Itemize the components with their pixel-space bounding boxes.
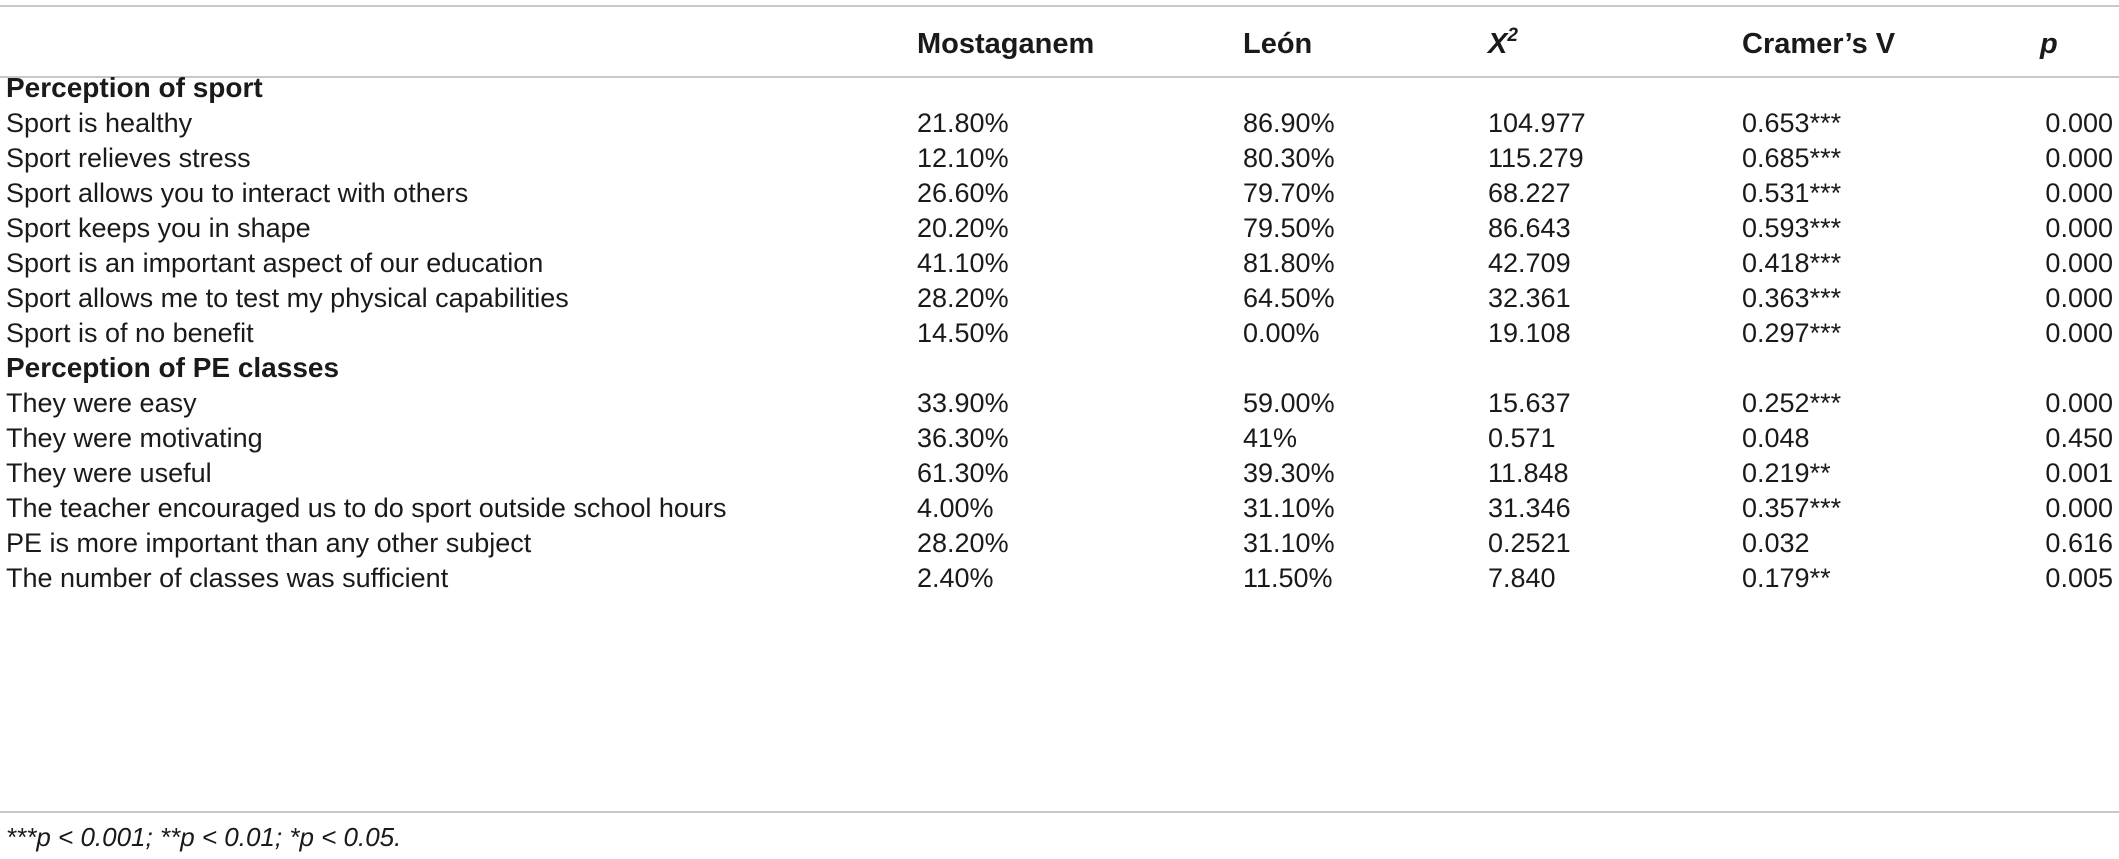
cell-cramers-v: 0.363*** <box>1742 283 1842 313</box>
cell-p-value: 0.000 <box>2045 493 2113 523</box>
cell-p-value: 0.000 <box>2045 213 2113 243</box>
cell-p-value: 0.000 <box>2045 108 2113 138</box>
cell-chi-square: 86.643 <box>1488 213 1571 243</box>
cell-leon: 81.80% <box>1243 248 1335 278</box>
cell-leon: 31.10% <box>1243 493 1335 523</box>
section-title: Perception of sport <box>6 72 263 103</box>
header-cramers-v: Cramer’s V <box>1742 28 1896 60</box>
cell-chi-square: 115.279 <box>1488 143 1584 173</box>
cell-leon: 79.50% <box>1243 213 1335 243</box>
cell-mostaganem: 14.50% <box>917 318 1009 348</box>
cell-chi-square: 11.848 <box>1488 458 1569 488</box>
table-row <box>0 555 2119 602</box>
cell-cramers-v: 0.048 <box>1742 423 1810 453</box>
cell-mostaganem: 28.20% <box>917 283 1009 313</box>
cell-chi-square: 7.840 <box>1488 563 1556 593</box>
cell-p-value: 0.000 <box>2045 283 2113 313</box>
header-leon: León <box>1243 28 1313 60</box>
cell-cramers-v: 0.297*** <box>1742 318 1842 348</box>
header-chi-base: X <box>1488 28 1508 60</box>
cell-mostaganem: 26.60% <box>917 178 1009 208</box>
cell-leon: 39.30% <box>1243 458 1335 488</box>
cell-leon: 80.30% <box>1243 143 1335 173</box>
row-label: They were useful <box>6 458 212 488</box>
cell-cramers-v: 0.032 <box>1742 528 1810 558</box>
row-label: Sport is of no benefit <box>6 318 254 348</box>
header-chi-square <box>1488 27 1518 61</box>
cell-leon: 86.90% <box>1243 108 1335 138</box>
cell-cramers-v: 0.685*** <box>1742 143 1842 173</box>
header-chi-superscript: 2 <box>1507 25 1518 46</box>
cell-cramers-v: 0.531*** <box>1742 178 1842 208</box>
cell-mostaganem: 41.10% <box>917 248 1009 278</box>
cell-chi-square: 104.977 <box>1488 108 1586 138</box>
cell-leon: 64.50% <box>1243 283 1335 313</box>
cell-mostaganem: 12.10% <box>917 143 1009 173</box>
cell-mostaganem: 2.40% <box>917 563 994 593</box>
cell-p-value: 0.001 <box>2045 458 2113 488</box>
table-footnote: ***p < 0.001; **p < 0.01; *p < 0.05. <box>6 822 402 852</box>
cell-mostaganem: 33.90% <box>917 388 1009 418</box>
cell-p-value: 0.616 <box>2045 528 2113 558</box>
cell-p-value: 0.000 <box>2045 318 2113 348</box>
cell-cramers-v: 0.179** <box>1742 563 1831 593</box>
cell-p-value: 0.000 <box>2045 248 2113 278</box>
cell-leon: 11.50% <box>1243 563 1333 593</box>
cell-p-value: 0.000 <box>2045 143 2113 173</box>
cell-cramers-v: 0.653*** <box>1742 108 1842 138</box>
cell-p-value: 0.000 <box>2045 178 2113 208</box>
table-bottom-rule <box>0 811 2119 813</box>
cell-chi-square: 31.346 <box>1488 493 1571 523</box>
row-label: Sport allows me to test my physical capabilities <box>6 283 569 313</box>
row-label: The teacher encouraged us to do sport outside school hours <box>6 493 727 523</box>
cell-cramers-v: 0.219** <box>1742 458 1831 488</box>
cell-chi-square: 19.108 <box>1488 318 1571 348</box>
cell-chi-square: 32.361 <box>1488 283 1571 313</box>
cell-chi-square: 68.227 <box>1488 178 1571 208</box>
cell-cramers-v: 0.418*** <box>1742 248 1842 278</box>
cell-leon: 59.00% <box>1243 388 1335 418</box>
row-label: Sport allows you to interact with others <box>6 178 469 208</box>
row-label: They were easy <box>6 388 197 418</box>
cell-chi-square: 15.637 <box>1488 388 1571 418</box>
row-label: Sport is healthy <box>6 108 193 138</box>
cell-cramers-v: 0.357*** <box>1742 493 1842 523</box>
cell-leon: 41% <box>1243 423 1298 453</box>
row-label: The number of classes was sufficient <box>6 563 449 593</box>
cell-mostaganem: 28.20% <box>917 528 1009 558</box>
header-p-value: p <box>2040 28 2058 60</box>
cell-leon: 0.00% <box>1243 318 1320 348</box>
cell-chi-square: 0.2521 <box>1488 528 1571 558</box>
row-label: PE is more important than any other subject <box>6 528 532 558</box>
cell-mostaganem: 20.20% <box>917 213 1009 243</box>
cell-leon: 79.70% <box>1243 178 1335 208</box>
row-label: They were motivating <box>6 423 263 453</box>
row-label: Sport is an important aspect of our education <box>6 248 544 278</box>
cell-leon: 31.10% <box>1243 528 1335 558</box>
row-label: Sport relieves stress <box>6 143 251 173</box>
cell-mostaganem: 61.30% <box>917 458 1009 488</box>
cell-mostaganem: 4.00% <box>917 493 994 523</box>
cell-p-value: 0.450 <box>2045 423 2113 453</box>
cell-mostaganem: 21.80% <box>917 108 1009 138</box>
header-mostaganem: Mostaganem <box>917 28 1095 60</box>
cell-cramers-v: 0.593*** <box>1742 213 1842 243</box>
cell-p-value: 0.005 <box>2045 563 2113 593</box>
cell-mostaganem: 36.30% <box>917 423 1009 453</box>
cell-cramers-v: 0.252*** <box>1742 388 1842 418</box>
cell-p-value: 0.000 <box>2045 388 2113 418</box>
section-title: Perception of PE classes <box>6 352 340 383</box>
cell-chi-square: 42.709 <box>1488 248 1571 278</box>
cell-chi-square: 0.571 <box>1488 423 1556 453</box>
row-label: Sport keeps you in shape <box>6 213 311 243</box>
